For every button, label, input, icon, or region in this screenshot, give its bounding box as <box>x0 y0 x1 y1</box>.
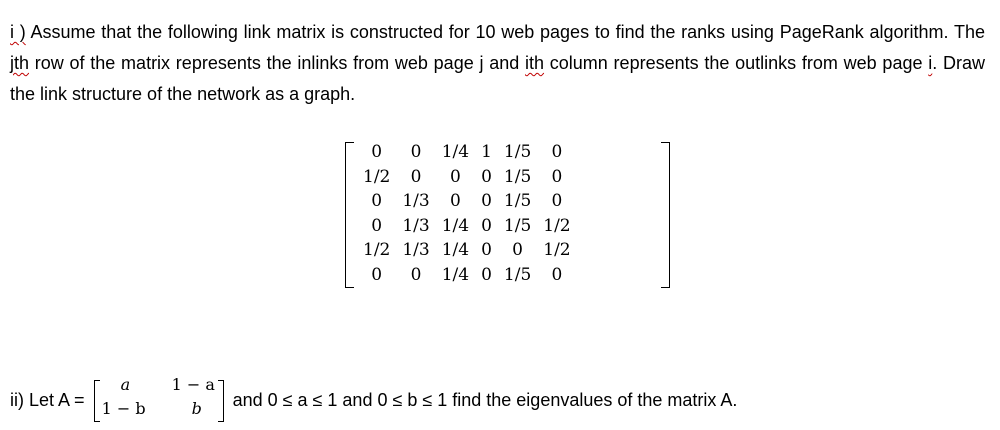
matrix-cell: 0 <box>551 264 563 285</box>
matrix-cell: 0 <box>410 166 422 187</box>
matrix-row <box>357 140 577 165</box>
matrix-cell: 0 <box>481 215 492 236</box>
question-ii-text <box>10 375 738 422</box>
matrix-cell: 0 <box>371 191 383 212</box>
matrix-cell: 0 <box>371 215 383 236</box>
ith-word: ith <box>525 53 545 73</box>
matrix-cell: 1/4 <box>441 215 470 236</box>
matrix-cell: 0 <box>410 142 422 163</box>
matrix-a-cell-12: 1 − a <box>171 375 215 394</box>
matrix-cell: 1/2 <box>543 240 571 261</box>
matrix-cell: 1/4 <box>441 264 470 285</box>
matrix-cell: 0 <box>551 166 563 187</box>
matrix-cell: 1/3 <box>402 215 430 236</box>
matrix-row <box>357 189 577 214</box>
matrix-cell: 0 <box>449 191 461 212</box>
matrix-cell: 0 <box>449 166 461 187</box>
matrix-row <box>357 238 577 263</box>
question-i-text-part-4: . Draw the link structure of the network as a graph. <box>10 53 985 104</box>
i-word: i <box>928 53 933 73</box>
matrix-cell: 1/2 <box>363 166 391 187</box>
matrix-cell: 0 <box>371 142 383 163</box>
matrix-cell: 1/3 <box>402 240 430 261</box>
matrix-cell: 1/5 <box>503 166 532 187</box>
matrix-a-cell-11: a <box>120 375 131 394</box>
matrix-left-bracket <box>345 142 354 288</box>
matrix-cell: 0 <box>481 191 492 212</box>
question-ii-prefix: ii) Let A = <box>10 390 85 410</box>
matrix-cell: 0 <box>371 264 383 285</box>
question-i-text-part-2: row of the matrix represents the inlinks from web page j and <box>29 53 526 73</box>
matrix-cell: 0 <box>551 142 563 163</box>
question-i-text-part-1: Assume that the following link matrix is constructed for 10 web pages to find the ranks using PageRank algorithm. The <box>25 22 985 42</box>
matrix-a-cell-22: b <box>191 399 202 418</box>
matrix-cell: 0 <box>481 240 492 261</box>
link-matrix <box>345 140 670 290</box>
question-i-text-part-3: column represents the outlinks from web page <box>544 53 929 73</box>
matrix-cell: 1/5 <box>503 264 532 285</box>
matrix-cell: 1/5 <box>503 142 532 163</box>
matrix-cell: 0 <box>481 264 492 285</box>
matrix-a <box>94 375 224 422</box>
question-ii-suffix: and 0 ≤ a ≤ 1 and 0 ≤ b ≤ 1 find the eigenvalues of the matrix A. <box>232 390 738 410</box>
matrix-cell: 1/2 <box>363 240 391 261</box>
matrix-cell: 0 <box>512 240 523 261</box>
matrix-cell: 1/3 <box>402 191 430 212</box>
matrix-cell: 1/2 <box>543 215 571 236</box>
matrix-cell: 0 <box>481 166 492 187</box>
matrix-cell: 0 <box>551 191 563 212</box>
jth-word: jth <box>10 53 30 73</box>
matrix-cell: 0 <box>410 264 422 285</box>
matrix-cell: 1/4 <box>441 240 470 261</box>
matrix-a-right-bracket <box>218 380 224 422</box>
matrix-row <box>357 214 577 239</box>
matrix-cell: 1/4 <box>441 142 470 163</box>
link-matrix-table <box>357 140 577 287</box>
matrix-row <box>357 165 577 190</box>
matrix-cell: 1/5 <box>503 191 532 212</box>
matrix-a-left-bracket <box>94 380 100 422</box>
matrix-cell: 1 <box>481 142 492 163</box>
matrix-a-cell-21: 1 − b <box>101 399 146 418</box>
question-i-text <box>10 17 985 110</box>
matrix-right-bracket <box>661 142 670 288</box>
matrix-row <box>357 263 577 288</box>
matrix-cell: 1/5 <box>503 215 532 236</box>
question-i-label: i ) <box>10 22 26 42</box>
